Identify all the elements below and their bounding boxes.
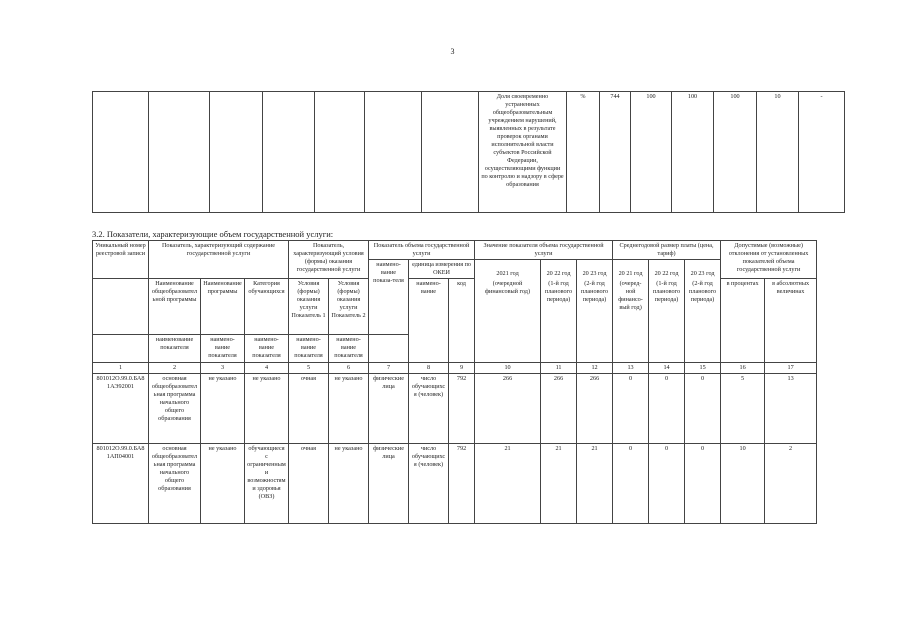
fee-2022: 0 [649,444,685,524]
registry-number: 801012О.99.0.БА81АП04001 [93,444,149,524]
header-spacer [93,335,149,363]
header-fee-2021: 20 21 год [613,260,649,279]
header-average-fee: Среднегодовой размер платы (цена, тариф) [613,241,721,260]
column-number: 16 [721,363,765,374]
fee-2023: 0 [685,374,721,444]
unit-code: 744 [600,92,631,213]
table-cell [93,92,149,213]
table-row [93,92,845,213]
unit-name: число обучающихся (человек) [409,444,449,524]
student-category: не указано [245,374,289,444]
unit-name: % [567,92,600,213]
table-cell [315,92,365,213]
indicator-name: Доля своевременно устраненных общеобразовательным учреждением нарушений, выявленных в результате проверок органами исполнительной власти субъектов Российской Федерации, осуществляющими функции по контролю и надзору в сфере образования [479,92,567,213]
header-deviation-absolute: в абсолютных величинах [765,279,817,363]
value-2022: 266 [541,374,577,444]
volume-indicator-name: физические лица [369,444,409,524]
header-unit-code: код [449,279,475,363]
header-year-2022: 20 22 год [541,260,577,279]
table-cell [422,92,479,213]
header-year-2022-sub: (1-й год планового периода) [541,279,577,363]
column-number: 10 [475,363,541,374]
section-heading: 3.2. Показатели, характеризующие объем государственной услуги: [92,229,334,239]
table-cell [149,92,210,213]
column-number: 12 [577,363,613,374]
header-row [93,241,817,260]
header-student-category: Категория обучающихся [245,279,289,335]
column-number: 4 [245,363,289,374]
header-volume-name: наимено-вание показа-теля [369,260,409,335]
value-2023: 266 [577,374,613,444]
header-program-name: Наименование общеобразовательной программы [149,279,201,335]
deviation-percent: 10 [757,92,799,213]
quality-indicator-table [92,91,845,213]
volume-indicator-name: физические лица [369,374,409,444]
column-number: 6 [329,363,369,374]
program: не указано [201,374,245,444]
condition-1: очная [289,374,329,444]
header-registry-number: Уникальный номер реестровой записи [93,241,149,279]
header-content-indicator: Показатель, характеризующий содержание государственной услуги [149,241,289,279]
program-name: основная общеобразовательная программа начального общего образования [149,444,201,524]
column-number: 5 [289,363,329,374]
registry-number: 801012О.99.0.БА81АЭ92001 [93,374,149,444]
volume-indicator-table [92,240,817,524]
column-number-row [93,363,817,374]
header-fee-2022: 20 22 год [649,260,685,279]
header-fee-2023-sub: (2-й год планового периода) [685,279,721,363]
condition-2: не указано [329,374,369,444]
column-number: 1 [93,363,149,374]
deviation-percent: 5 [721,374,765,444]
header-year-2023: 20 23 год [577,260,613,279]
header-year-2023-sub: (2-й год планового периода) [577,279,613,363]
header-spacer [93,279,149,335]
fee-2021: 0 [613,444,649,524]
column-number: 13 [613,363,649,374]
header-indicator-name-1: наименование показателя [149,335,201,363]
table-cell [365,92,422,213]
value-2022: 100 [672,92,714,213]
fee-2022: 0 [649,374,685,444]
header-conditions-indicator: Показатель, характеризующий условия (формы) оказания государственной услуги [289,241,369,279]
header-indicator-name-4: наимено-вание показателя [289,335,329,363]
column-number: 9 [449,363,475,374]
value-2021: 21 [475,444,541,524]
column-number: 3 [201,363,245,374]
column-number: 14 [649,363,685,374]
header-year-2021: 2021 год [475,260,541,279]
student-category: обучающиеся с ограниченными возможностями здоровья (ОВЗ) [245,444,289,524]
program: не указано [201,444,245,524]
deviation-absolute: 13 [765,374,817,444]
unit-code: 792 [449,374,475,444]
column-number: 7 [369,363,409,374]
program-name: основная общеобразовательная программа начального общего образования [149,374,201,444]
header-deviation-percent: в процентах [721,279,765,363]
table-cell [210,92,263,213]
header-volume-value: Значение показателя объема государственной услуги [475,241,613,260]
header-condition-2: Условия (формы) оказания услуги Показатель 2 [329,279,369,335]
unit-name: число обучающихся (человек) [409,374,449,444]
column-number: 2 [149,363,201,374]
column-number: 15 [685,363,721,374]
deviation-percent: 10 [721,444,765,524]
header-volume-indicator: Показатель объема государственной услуги [369,241,475,260]
header-unit-name: наимено-вание [409,279,449,363]
page-number: 3 [450,47,455,56]
fee-2023: 0 [685,444,721,524]
column-number: 8 [409,363,449,374]
fee-2021: 0 [613,374,649,444]
value-2021: 100 [631,92,672,213]
header-program: Наименование программы [201,279,245,335]
value-2022: 21 [541,444,577,524]
header-fee-2022-sub: (1-й год планового периода) [649,279,685,363]
header-fee-2021-sub: (очеред-ной финансо-вый год) [613,279,649,363]
value-2023: 100 [714,92,757,213]
table-row [93,444,817,524]
value-2023: 21 [577,444,613,524]
header-allowed-deviation: Допустимые (возможные) отклонения от установленных показателей объема государственной услуги [721,241,817,279]
header-condition-1: Условия (формы) оказания услуги Показатель 1 [289,279,329,335]
table-cell [263,92,315,213]
deviation-absolute: - [799,92,845,213]
header-indicator-name-2: наимено-вание показателя [201,335,245,363]
column-number: 17 [765,363,817,374]
header-fee-2023: 20 23 год [685,260,721,279]
header-year-2021-sub: (очередной финансовый год) [475,279,541,363]
unit-code: 792 [449,444,475,524]
value-2021: 266 [475,374,541,444]
deviation-absolute: 2 [765,444,817,524]
header-indicator-name-3: наимено-вание показателя [245,335,289,363]
header-indicator-name-5: наимено-вание показателя [329,335,369,363]
condition-1: очная [289,444,329,524]
header-volume-unit: единица измерения по ОКЕИ [409,260,475,279]
column-number: 11 [541,363,577,374]
condition-2: не указано [329,444,369,524]
table-row [93,374,817,444]
